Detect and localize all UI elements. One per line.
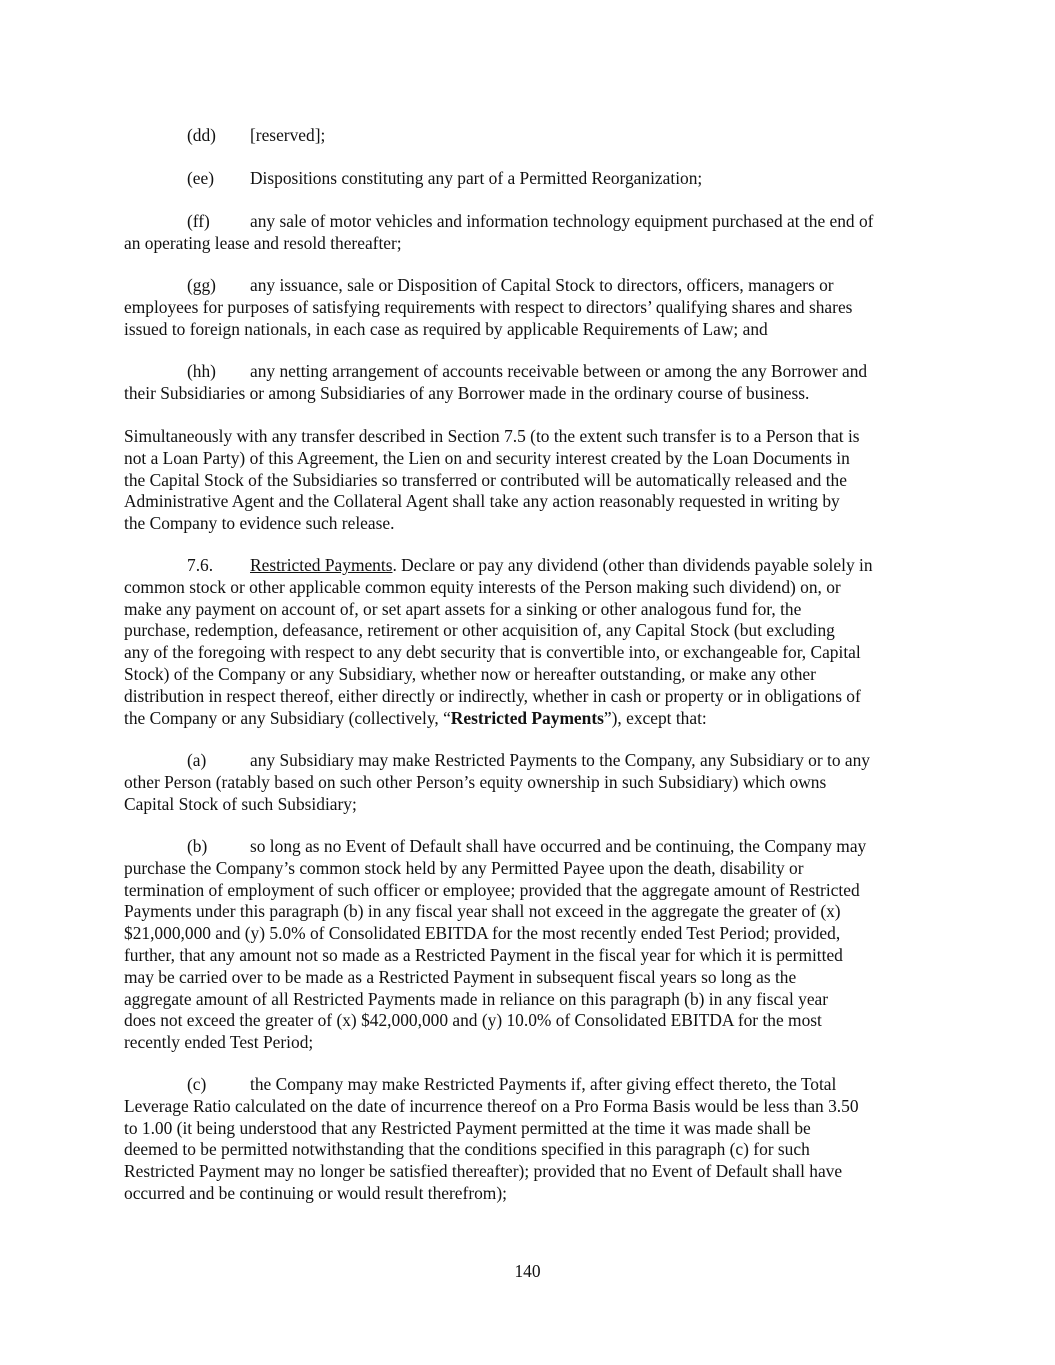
clause-text: any sale of motor vehicles and information technology equipment purchased at the end of bbox=[250, 211, 874, 231]
clause-text: any netting arrangement of accounts receivable between or among the any Borrower and bbox=[250, 361, 868, 381]
section-7-6-restricted-payments: 7.6. Restricted Payments. Declare or pay any dividend (other than dividends payable solely in common stock or other applicable common equity interests of the Person making such dividend) on, or make any payment on account of, or set apart assets for a sinking or other analogous fund for, the purchase, redemption, defeasance, retirement or other acquisition of, any Capital Stock (but excluding any of the foregoing with respect to any debt security that is convertible into, or exchangeable for, Capital Stock) of the Company or any Subsidiary, whether now or hereafter outstanding, or make any other distribution in respect thereof, either directly or indirectly, whether in cash or property or in obligations of the Company or any Subsidiary (collectively, “Restricted Payments”), except that: bbox=[124, 555, 873, 728]
clause-label: (gg) bbox=[187, 275, 216, 295]
clause-ee bbox=[124, 168, 934, 190]
clause-label: (ff) bbox=[187, 211, 210, 231]
clause-label: (ee) bbox=[187, 168, 215, 188]
clause-text: any issuance, sale or Disposition of Capital Stock to directors, officers, managers or bbox=[250, 275, 834, 295]
clause-text: an operating lease and resold thereafter; bbox=[124, 232, 402, 253]
clause-label: (dd) bbox=[187, 125, 216, 145]
clause-hh bbox=[124, 361, 934, 405]
clause-label: (b) bbox=[187, 836, 208, 856]
defined-term: Restricted Payments bbox=[450, 707, 604, 728]
clause-text: employees for purposes of satisfying requirements with respect to directors’ qualifying shares and shares bbox=[124, 296, 853, 317]
clause-gg bbox=[124, 275, 934, 340]
section-number: 7.6. bbox=[187, 555, 214, 575]
clause-label: (c) bbox=[187, 1074, 207, 1094]
clause-text: Dispositions constituting any part of a Permitted Reorganization; bbox=[250, 168, 703, 188]
clause-ff bbox=[124, 211, 934, 255]
clause-c: (c) the Company may make Restricted Payments if, after giving effect thereto, the Total Leverage Ratio calculated on the date of incurrence thereof on a Pro Forma Basis would be less than 3.50 to 1.00 (it being understood that any Restricted Payment permitted at the time it was made shall be deemed to be permitted notwithstanding that the conditions specified in this paragraph (c) for such Restricted Payment may no longer be satisfied thereafter); provided that no Event of Default shall have occurred and be continuing or would result therefrom); bbox=[124, 1074, 859, 1203]
clause-dd bbox=[124, 125, 934, 147]
clause-label: (hh) bbox=[187, 361, 216, 381]
clause-text: their Subsidiaries or among Subsidiaries of any Borrower made in the ordinary course of business. bbox=[124, 382, 810, 403]
clause-text: issued to foreign nationals, in each case as required by applicable Requirements of Law; and bbox=[124, 318, 768, 339]
clause-a: (a) any Subsidiary may make Restricted Payments to the Company, any Subsidiary or to any other Person (ratably based on such other Person’s equity ownership in such Subsidiary) which owns Capital Stock of such Subsidiary; bbox=[124, 750, 870, 814]
section-heading: Restricted Payments bbox=[250, 555, 393, 575]
clause-text: [reserved]; bbox=[250, 125, 326, 145]
transfer-release-paragraph: Simultaneously with any transfer described in Section 7.5 (to the extent such transfer is to a Person that is not a Loan Party) of this Agreement, the Lien on and security interest created by the Loan Documents in the Capital Stock of the Subsidiaries so transferred or contributed will be automatically released and the Administrative Agent and the Collateral Agent shall take any action reasonably requested in writing by the Company to evidence such release. bbox=[124, 426, 860, 534]
clause-label: (a) bbox=[187, 750, 207, 770]
clause-b: (b) so long as no Event of Default shall have occurred and be continuing, the Company may purchase the Company’s common stock held by any Permitted Payee upon the death, disability or termination of employment of such officer or employee; provided that the aggregate amount of Restricted Payments under this paragraph (b) in any fiscal year shall not exceed in the aggregate the greater of (x) $21,000,000 and (y) 5.0% of Consolidated EBITDA for the most recently ended Test Period; provided, further, that any amount not so made as a Restricted Payment in the fiscal year for which it is permitted may be carried over to be made as a Restricted Payment in subsequent fiscal years so long as the aggregate amount of all Restricted Payments made in reliance on this paragraph (b) in any fiscal year does not exceed the greater of (x) $42,000,000 and (y) 10.0% of Consolidated EBITDA for the most recently ended Test Period; bbox=[124, 836, 867, 1053]
page-number: 140 bbox=[514, 1261, 541, 1281]
